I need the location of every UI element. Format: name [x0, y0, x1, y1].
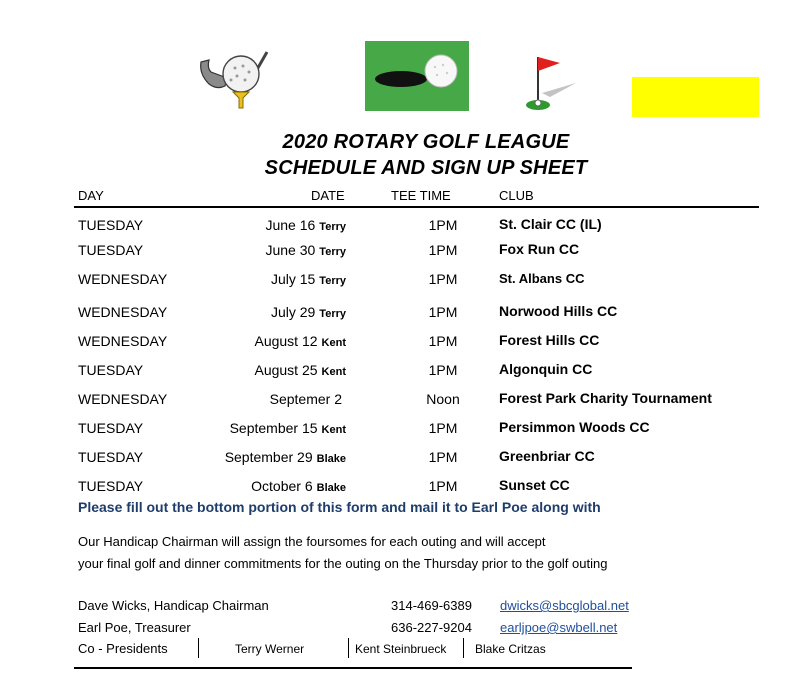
golf-club-ball-icon — [197, 50, 281, 110]
row-host: Kent — [321, 424, 346, 436]
row-date: September 15 — [229, 420, 318, 436]
yellow-highlight-box — [632, 77, 759, 117]
header-date: DATE — [311, 188, 345, 203]
contact-name: Earl Poe, Treasurer — [78, 620, 191, 635]
president-name: Kent Steinbrueck — [355, 642, 447, 656]
row-tee-time: 1PM — [428, 242, 458, 258]
header-day: DAY — [78, 188, 104, 203]
row-date: Septemer 2 — [269, 391, 342, 407]
row-club: Sunset CC — [499, 477, 570, 493]
row-date: July 15 — [270, 271, 316, 287]
row-host: Kent — [321, 366, 346, 378]
row-club: Forest Park Charity Tournament — [499, 390, 712, 406]
row-tee-time: Noon — [426, 391, 460, 407]
row-tee-time: 1PM — [428, 271, 458, 287]
header-tee-time: TEE TIME — [391, 188, 451, 203]
row-host: Kent — [321, 337, 346, 349]
president-name: Terry Werner — [235, 642, 305, 656]
row-club: Greenbriar CC — [499, 448, 595, 464]
contact-email-link[interactable]: dwicks@sbcglobal.net — [500, 598, 629, 613]
row-date: July 29 — [270, 304, 316, 320]
row-host: Terry — [319, 308, 346, 320]
row-club: St. Albans CC — [499, 271, 585, 286]
presidents-label: Co - Presidents — [78, 641, 168, 656]
row-day: WEDNESDAY — [78, 333, 168, 349]
bottom-rule — [74, 667, 632, 669]
row-day: TUESDAY — [78, 420, 144, 436]
row-day: WEDNESDAY — [78, 271, 168, 287]
header-rule — [74, 206, 759, 208]
row-tee-time: 1PM — [428, 478, 458, 494]
row-date: August 12 — [254, 333, 318, 349]
title-line-2: SCHEDULE AND SIGN UP SHEET — [264, 157, 588, 179]
row-tee-time: 1PM — [428, 420, 458, 436]
row-tee-time: 1PM — [428, 217, 458, 233]
row-host: Terry — [319, 221, 346, 233]
row-day: WEDNESDAY — [78, 304, 168, 320]
title-line-1: 2020 ROTARY GOLF LEAGUE — [282, 131, 570, 153]
golf-flag-icon — [520, 53, 582, 113]
row-date: June 16 — [265, 217, 316, 233]
paragraph-line-1: Our Handicap Chairman will assign the foursomes for each outing and will accept — [78, 534, 546, 549]
row-tee-time: 1PM — [428, 333, 458, 349]
contact-phone: 636-227-9204 — [391, 620, 472, 635]
row-day: TUESDAY — [78, 217, 144, 233]
row-date: August 25 — [254, 362, 318, 378]
row-club: St. Clair CC (IL) — [499, 216, 602, 232]
contact-name: Dave Wicks, Handicap Chairman — [78, 598, 269, 613]
row-club: Persimmon Woods CC — [499, 419, 650, 435]
row-date: September 29 — [224, 449, 313, 465]
row-day: TUESDAY — [78, 242, 144, 258]
row-club: Norwood Hills CC — [499, 303, 618, 319]
row-tee-time: 1PM — [428, 362, 458, 378]
row-day: TUESDAY — [78, 478, 144, 494]
row-day: TUESDAY — [78, 449, 144, 465]
header-club: CLUB — [499, 188, 534, 203]
row-tee-time: 1PM — [428, 449, 458, 465]
row-host: Blake — [316, 453, 346, 465]
contact-phone: 314-469-6389 — [391, 598, 472, 613]
row-date: October 6 — [251, 478, 313, 494]
mail-instructions-note: Please fill out the bottom portion of this form and mail it to Earl Poe along with — [78, 499, 601, 515]
row-tee-time: 1PM — [428, 304, 458, 320]
row-club: Algonquin CC — [499, 361, 593, 377]
contact-email-link[interactable]: earljpoe@swbell.net — [500, 620, 618, 635]
row-date: June 30 — [265, 242, 316, 258]
row-club: Forest Hills CC — [499, 332, 600, 348]
row-day: TUESDAY — [78, 362, 144, 378]
divider — [463, 638, 464, 658]
paragraph-line-2: your final golf and dinner commitments for the outing on the Thursday prior to the golf outing — [78, 556, 608, 571]
row-host: Terry — [319, 275, 346, 287]
divider — [198, 638, 199, 658]
row-host: Blake — [316, 482, 346, 494]
divider — [348, 638, 349, 658]
row-host: Terry — [319, 246, 346, 258]
row-club: Fox Run CC — [499, 241, 580, 257]
ball-in-hole-icon — [365, 41, 469, 111]
president-name: Blake Critzas — [475, 642, 546, 656]
row-day: WEDNESDAY — [78, 391, 168, 407]
